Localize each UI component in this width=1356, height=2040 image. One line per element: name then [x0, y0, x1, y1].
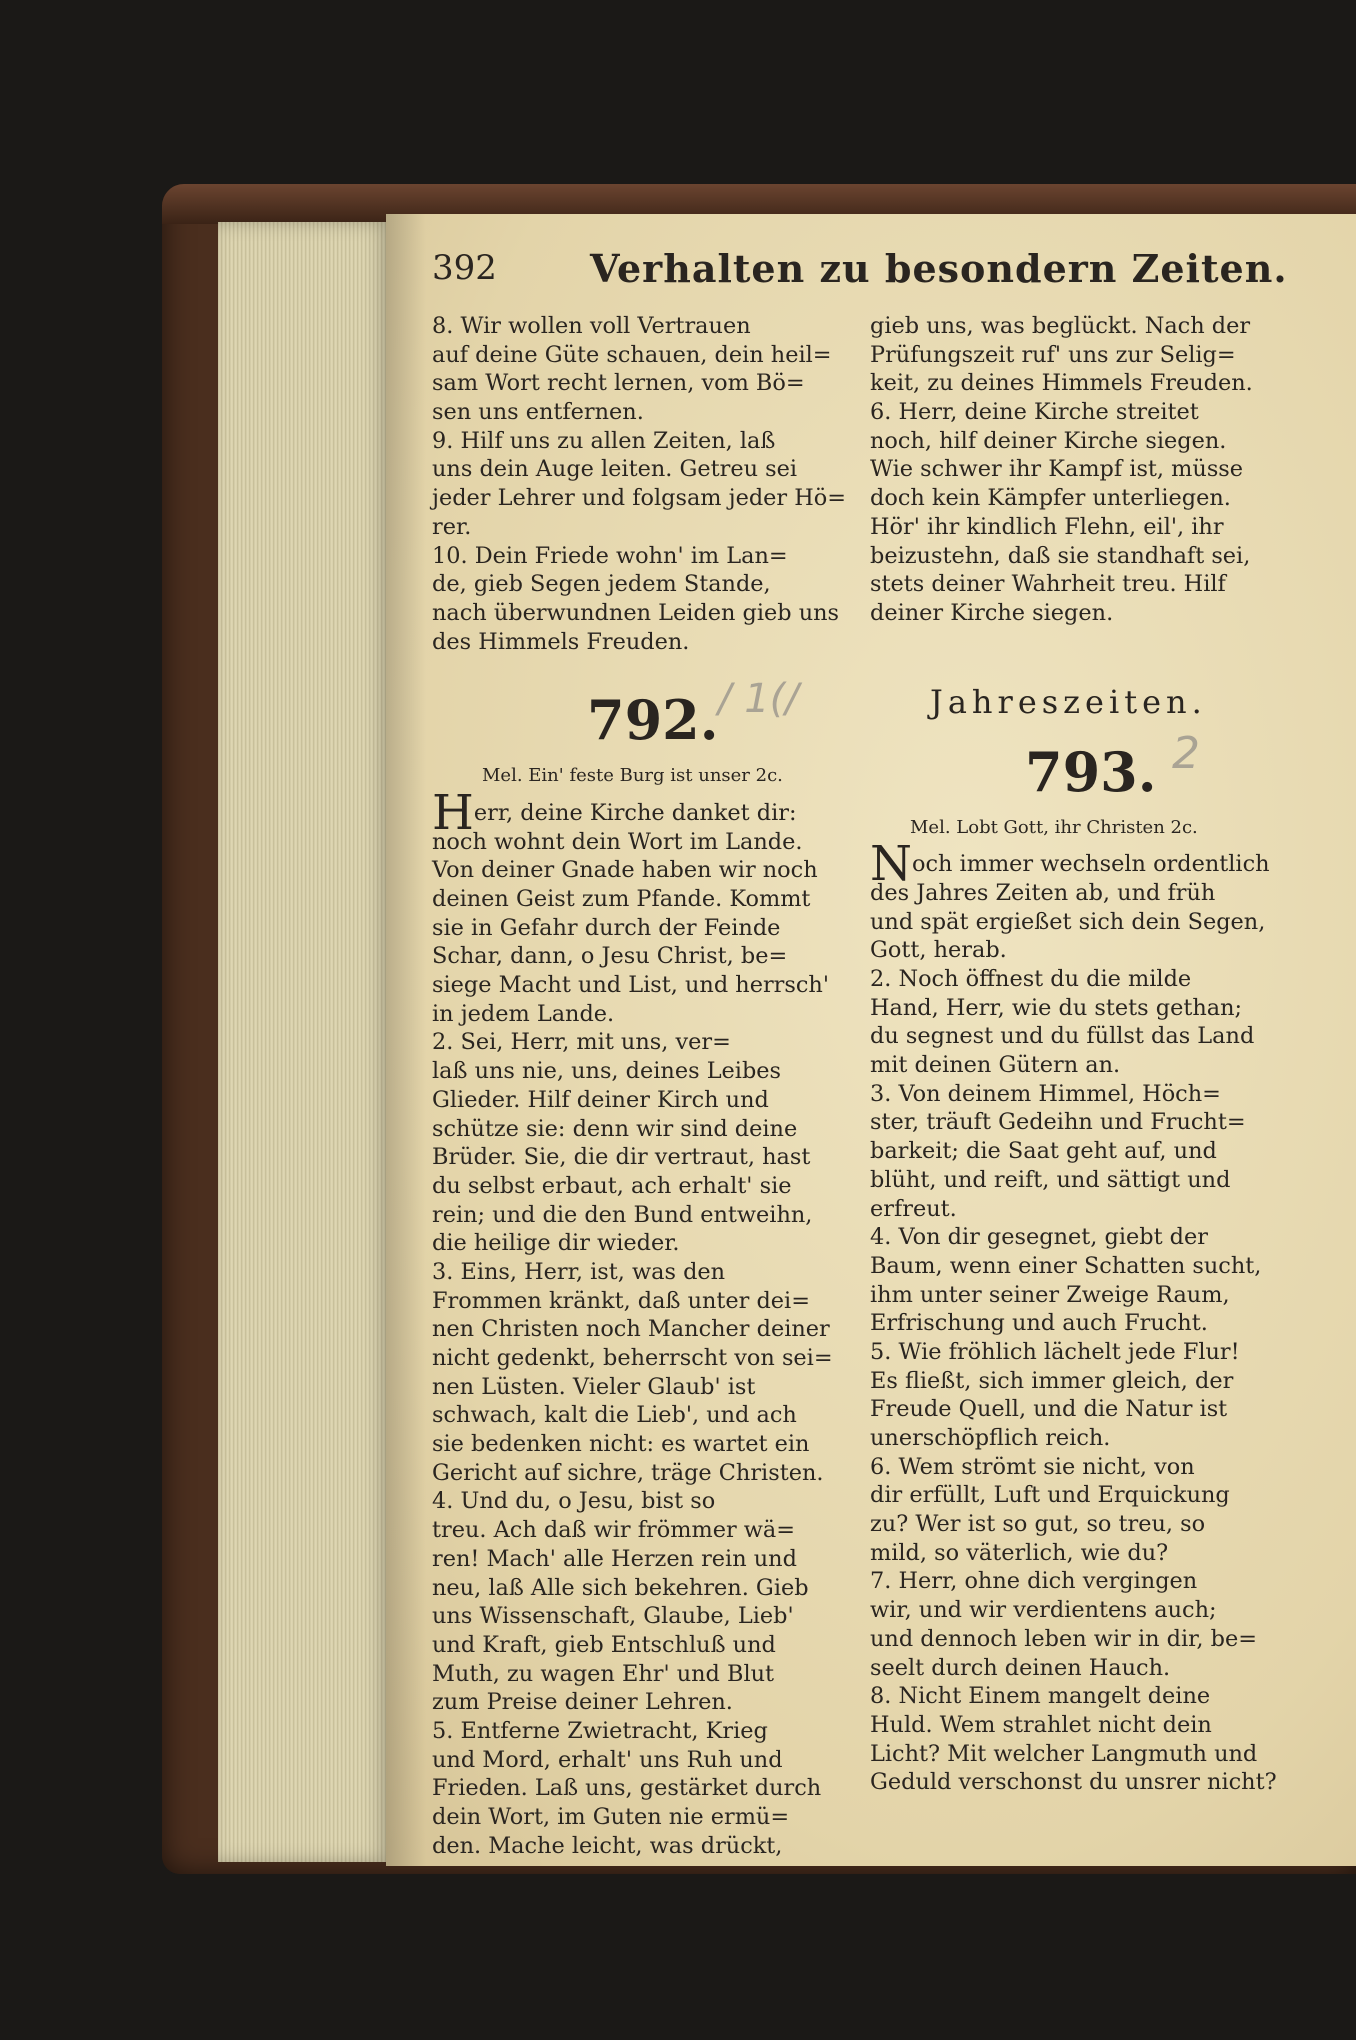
text-line: unerschöpflich reich. [870, 1425, 1111, 1451]
text-line: und dennoch leben wir in dir, be= [870, 1625, 1257, 1652]
text-line: seelt durch deinen Hauch. [870, 1654, 1171, 1681]
text-line: Hand, Herr, wie du stets gethan; [870, 994, 1243, 1021]
spacer [870, 628, 1320, 678]
text-line: laß uns nie, uns, deines Leibes [432, 1058, 782, 1085]
page-number: 392 [432, 248, 497, 288]
text-line: Gericht auf sichre, träge Christen. [432, 1459, 824, 1486]
text-line: die heilige dir wieder. [432, 1230, 680, 1257]
text-line: siege Macht und List, und herrsch' [432, 972, 829, 999]
text-line: und Mord, erhalt' uns Ruh und [432, 1746, 783, 1773]
running-title: Verhalten zu besondern Zeiten. [590, 246, 1288, 291]
text-line: rein; und die den Bund entweihn, [432, 1201, 813, 1228]
text-line: mit deinen Gütern an. [870, 1052, 1121, 1079]
text-line: nen Christen noch Mancher deiner [432, 1316, 830, 1343]
text-line: schwach, kalt die Lieb', und ach [432, 1402, 797, 1429]
melody-note: Mel. Ein' feste Burg ist unser 2c. [482, 765, 783, 787]
text-line: neu, laß Alle sich bekehren. Gieb [432, 1574, 809, 1601]
pencil-mark: 2 [1172, 728, 1200, 779]
text-line: err, deine Kirche danket dir: [473, 799, 797, 826]
text-line: dein Wort, im Guten nie ermü= [432, 1804, 790, 1830]
text-line: 6. Herr, deine Kirche streitet [870, 399, 1199, 426]
spacer [432, 656, 852, 684]
text-line: mild, so väterlich, wie du? [870, 1539, 1169, 1566]
text-line: Glieder. Hilf deiner Kirch und [432, 1086, 769, 1113]
text-line: blüht, und reift, und sättigt und [870, 1166, 1231, 1193]
spacer [870, 726, 1320, 736]
text-line: nen Lüsten. Vieler Glaub' ist [432, 1373, 756, 1400]
text-line: keit, zu deines Himmels Freuden. [870, 370, 1253, 397]
text-line: Von deiner Gnade haben wir noch [432, 857, 818, 884]
text-line: gieb uns, was beglückt. Nach der [870, 313, 1251, 339]
text-line: deinen Geist zum Pfande. Kommt [432, 886, 811, 912]
text-line: sen uns entfernen. [432, 399, 644, 426]
text-line: 3. Eins, Herr, ist, was den [432, 1258, 726, 1285]
text-line: Prüfungszeit ruf' uns zur Selig= [870, 341, 1236, 368]
text-line: Baum, wenn einer Schatten sucht, [870, 1252, 1262, 1279]
text-line: uns dein Auge leiten. Getreu sei [432, 456, 798, 483]
text-line: Frieden. Laß uns, gestärket durch [432, 1775, 822, 1802]
text-line: rer. [432, 513, 472, 540]
first-line [432, 784, 852, 841]
pencil-mark: / 1(/ [718, 676, 799, 722]
text-line: sam Wort recht lernen, vom Bö= [432, 370, 805, 397]
text-line: dir erfüllt, Luft und Erquickung [870, 1482, 1230, 1509]
hymn-number: 793. [1025, 739, 1157, 804]
text-line: wir, und wir verdientens auch; [870, 1597, 1217, 1624]
text-line: ihm unter seiner Zweige Raum, [870, 1281, 1230, 1308]
hymn-number: 792. [587, 688, 719, 753]
text-line: 5. Entferne Zwietracht, Krieg [432, 1717, 768, 1744]
text-line: barkeit; die Saat geht auf, und [870, 1138, 1217, 1165]
text-line: und Kraft, gieb Entschluß und [432, 1631, 776, 1658]
text-line: ren! Mach' alle Herzen rein und [432, 1545, 797, 1572]
text-line: sie in Gefahr durch der Feinde [432, 914, 781, 941]
text-line: des Jahres Zeiten ab, und früh [870, 879, 1216, 906]
text-line: och immer wechseln ordentlich [912, 851, 1270, 878]
text-line: Huld. Wem strahlet nicht dein [870, 1711, 1212, 1738]
text-line: ster, träuft Gedeihn und Frucht= [870, 1109, 1246, 1136]
text-line: doch kein Kämpfer unterliegen. [870, 485, 1231, 512]
text-line: sie bedenken nicht: es wartet ein [432, 1431, 810, 1458]
text-line: schütze sie: denn wir sind deine [432, 1115, 798, 1142]
text-line: nach überwundnen Leiden gieb uns [432, 599, 840, 626]
text-line: noch wohnt dein Wort im Lande. [432, 828, 803, 855]
left-column [432, 312, 852, 1860]
text-line: 2. Sei, Herr, mit uns, ver= [432, 1029, 731, 1056]
text-line: jeder Lehrer und folgsam jeder Hö= [432, 485, 847, 512]
text-line: stets deiner Wahrheit treu. Hilf [870, 571, 1226, 598]
text-line: Geduld verschonst du unsrer nicht? [870, 1769, 1277, 1796]
text-line: und spät ergießet sich dein Segen, [870, 908, 1266, 935]
section-heading: Jahreszeiten. [930, 682, 1207, 721]
text-line: Schar, dann, o Jesu Christ, be= [432, 943, 788, 970]
text-line: den. Mache leicht, was drückt, [432, 1832, 783, 1859]
text-line: deiner Kirche siegen. [870, 599, 1114, 626]
text-line: Gott, herab. [870, 937, 1007, 964]
text-line: du selbst erbaut, ach erhalt' sie [432, 1172, 792, 1199]
dropcap-letter: N [870, 836, 912, 893]
text-line: treu. Ach daß wir frömmer wä= [432, 1517, 796, 1544]
text-line: 2. Noch öffnest du die milde [870, 966, 1192, 992]
page-header [432, 246, 1332, 298]
text-line: Muth, zu wagen Ehr' und Blut [432, 1660, 775, 1687]
right-column [870, 312, 1320, 1797]
text-line: 4. Von dir gesegnet, giebt der [870, 1224, 1208, 1251]
text-line: auf deine Güte schauen, dein heil= [432, 341, 832, 368]
page-edges [218, 222, 390, 1862]
text-line: Licht? Mit welcher Langmuth und [870, 1740, 1258, 1767]
text-line: 4. Und du, o Jesu, bist so [432, 1488, 716, 1515]
text-line: Frommen kränkt, daß unter dei= [432, 1287, 810, 1314]
text-line: beizustehn, daß sie standhaft sei, [870, 542, 1251, 569]
gutter-shadow [386, 214, 426, 1866]
melody-note: Mel. Lobt Gott, ihr Christen 2c. [910, 816, 1198, 838]
text-line: nicht gedenkt, beherrscht von sei= [432, 1345, 833, 1371]
text-line: zu? Wer ist so gut, so treu, so [870, 1511, 1206, 1538]
text-line: 5. Wie fröhlich lächelt jede Flur! [870, 1338, 1240, 1365]
text-line: 6. Wem strömt sie nicht, von [870, 1453, 1195, 1480]
text-line: uns Wissenschaft, Glaube, Lieb' [432, 1603, 794, 1630]
text-line: 8. Wir wollen voll Vertrauen [432, 313, 751, 339]
text-line: 9. Hilf uns zu allen Zeiten, laß [432, 427, 776, 454]
text-line: de, gieb Segen jedem Stande, [432, 571, 771, 598]
text-line: Brüder. Sie, die dir vertraut, hast [432, 1144, 811, 1171]
dropcap-letter: H [432, 784, 474, 841]
text-line: Wie schwer ihr Kampf ist, müsse [870, 456, 1244, 483]
text-line: 7. Herr, ohne dich vergingen [870, 1568, 1198, 1595]
text-line: 8. Nicht Einem mangelt deine [870, 1683, 1211, 1710]
text-line: 3. Von deinem Himmel, Höch= [870, 1080, 1221, 1107]
text-line: du segnest und du füllst das Land [870, 1023, 1255, 1050]
text-line: Hör' ihr kindlich Flehn, eil', ihr [870, 513, 1224, 540]
text-line: zum Preise deiner Lehren. [432, 1689, 733, 1716]
text-line: erfreut. [870, 1195, 957, 1222]
text-line: Erfrischung und auch Frucht. [870, 1310, 1208, 1337]
text-line: 10. Dein Friede wohn' im Lan= [432, 542, 788, 569]
text-line: Freude Quell, und die Natur ist [870, 1396, 1228, 1423]
text-line: Es fließt, sich immer gleich, der [870, 1367, 1234, 1394]
text-line: in jedem Lande. [432, 1000, 615, 1027]
text-line: noch, hilf deiner Kirche siegen. [870, 427, 1227, 454]
text-line: des Himmels Freuden. [432, 628, 690, 655]
